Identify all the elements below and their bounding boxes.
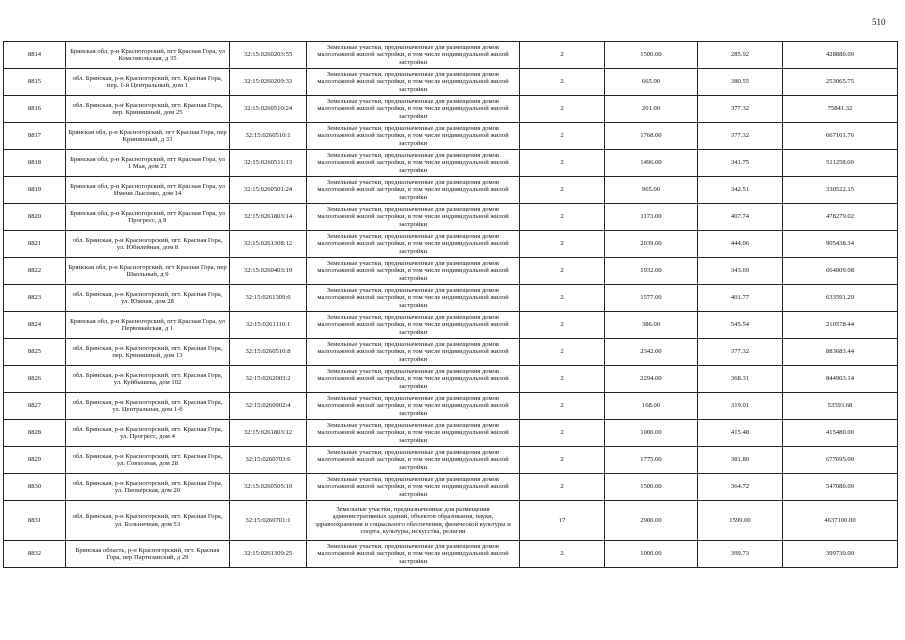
- row-number-cell: 8818: [4, 150, 66, 177]
- use-group-cell: 2: [520, 69, 605, 96]
- cadastral-value-cell: 905438.34: [783, 231, 898, 258]
- land-use-type-cell: Земельные участки, предназначенные для размещения домов малоэтажной жилой застройки, в том числе индивидуальной жилой застройки: [307, 177, 520, 204]
- area-cell: 1500.00: [605, 474, 698, 501]
- specific-value-cell: 285.92: [698, 42, 783, 69]
- address-cell: обл. Брянская, р-н Красногорский, пгт. Красная Гора, ул. Прогресс, дом 4: [66, 420, 230, 447]
- table-row: [4, 312, 898, 339]
- table-row: [4, 285, 898, 312]
- row-number-cell: 8817: [4, 123, 66, 150]
- specific-value-cell: 407.74: [698, 204, 783, 231]
- area-cell: 1577.00: [605, 285, 698, 312]
- page-number: 510: [872, 17, 886, 27]
- cadastral-number-cell: 32:15:0260511:13: [230, 150, 307, 177]
- use-group-cell: 2: [520, 541, 605, 568]
- row-number-cell: 8821: [4, 231, 66, 258]
- table-row: [4, 474, 898, 501]
- area-cell: 2900.00: [605, 501, 698, 541]
- use-group-cell: 2: [520, 42, 605, 69]
- row-number-cell: 8832: [4, 541, 66, 568]
- row-number-cell: 8823: [4, 285, 66, 312]
- specific-value-cell: 377.32: [698, 96, 783, 123]
- cadastral-number-cell: 32:15:0261309:6: [230, 285, 307, 312]
- specific-value-cell: 381.80: [698, 447, 783, 474]
- row-number-cell: 8831: [4, 501, 66, 541]
- area-cell: 1768.00: [605, 123, 698, 150]
- specific-value-cell: 364.72: [698, 474, 783, 501]
- table-row: [4, 69, 898, 96]
- cadastral-number-cell: 32:15:0260505:10: [230, 474, 307, 501]
- table-row: [4, 177, 898, 204]
- land-use-type-cell: Земельные участки, предназначенные для размещения домов малоэтажной жилой застройки, в том числе индивидуальной жилой застройки: [307, 447, 520, 474]
- address-cell: обл. Брянская, р-н Красногорский, пгт. Красная Гора, ул. Больничная, дом 53: [66, 501, 230, 541]
- specific-value-cell: 545.54: [698, 312, 783, 339]
- area-cell: 1932.00: [605, 258, 698, 285]
- area-cell: 1775.00: [605, 447, 698, 474]
- specific-value-cell: 368.31: [698, 366, 783, 393]
- cadastral-value-cell: 53593.68: [783, 393, 898, 420]
- cadastral-number-cell: 32:15:0262003:2: [230, 366, 307, 393]
- cadastral-number-cell: 32:15:0260501:24: [230, 177, 307, 204]
- address-cell: обл. Брянская, р-н Красногорский, пгт. Красная Гора, пер. 1-й Центральный, дом 1: [66, 69, 230, 96]
- row-number-cell: 8819: [4, 177, 66, 204]
- use-group-cell: 2: [520, 447, 605, 474]
- specific-value-cell: 341.75: [698, 150, 783, 177]
- cadastral-number-cell: 32:15:0260510:1: [230, 123, 307, 150]
- cadastral-number-cell: 32:15:0261110:1: [230, 312, 307, 339]
- land-use-type-cell: Земельные участки, предназначенные для размещения домов малоэтажной жилой застройки, в том числе индивидуальной жилой застройки: [307, 96, 520, 123]
- area-cell: 201.00: [605, 96, 698, 123]
- table-row: [4, 541, 898, 568]
- land-use-type-cell: Земельные участки, предназначенные для размещения домов малоэтажной жилой застройки, в том числе индивидуальной жилой застройки: [307, 393, 520, 420]
- table-row: [4, 150, 898, 177]
- specific-value-cell: 342.51: [698, 177, 783, 204]
- use-group-cell: 2: [520, 258, 605, 285]
- area-cell: 1500.00: [605, 42, 698, 69]
- area-cell: 965.00: [605, 177, 698, 204]
- cadastral-number-cell: 32:15:0260902:4: [230, 393, 307, 420]
- cadastral-number-cell: 32:15:0261308:12: [230, 231, 307, 258]
- cadastral-number-cell: 32:15:0261309:25: [230, 541, 307, 568]
- use-group-cell: 2: [520, 96, 605, 123]
- use-group-cell: 2: [520, 420, 605, 447]
- land-use-type-cell: Земельные участки, предназначенные для размещения домов малоэтажной жилой застройки, в том числе индивидуальной жилой застройки: [307, 312, 520, 339]
- table-row: [4, 123, 898, 150]
- cadastral-number-cell: 32:15:0260510:24: [230, 96, 307, 123]
- table-row: [4, 366, 898, 393]
- table-row: [4, 420, 898, 447]
- use-group-cell: 2: [520, 312, 605, 339]
- specific-value-cell: 444.06: [698, 231, 783, 258]
- land-use-type-cell: Земельные участки, предназначенные для размещения домов малоэтажной жилой застройки, в том числе индивидуальной жилой застройки: [307, 285, 520, 312]
- area-cell: 2294.00: [605, 366, 698, 393]
- address-cell: обл. Брянская, р-н Красногорский, пгт. Красная Гора, ул. Совхозная, дом 28: [66, 447, 230, 474]
- use-group-cell: 2: [520, 393, 605, 420]
- table-row: [4, 231, 898, 258]
- use-group-cell: 2: [520, 285, 605, 312]
- cadastral-value-cell: 677695.00: [783, 447, 898, 474]
- land-use-type-cell: Земельные участки, предназначенные для размещения домов малоэтажной жилой застройки, в том числе индивидуальной жилой застройки: [307, 258, 520, 285]
- cadastral-value-cell: 415480.00: [783, 420, 898, 447]
- cadastral-number-cell: 32:15:0260209:33: [230, 69, 307, 96]
- cadastral-value-cell: 253065.75: [783, 69, 898, 96]
- use-group-cell: 17: [520, 501, 605, 541]
- cadastral-value-cell: 547080.00: [783, 474, 898, 501]
- cadastral-number-cell: 32:15:0260701:1: [230, 501, 307, 541]
- cadastral-value-table: [3, 41, 898, 568]
- cadastral-number-cell: 32:15:0261803:12: [230, 420, 307, 447]
- area-cell: 2342.00: [605, 339, 698, 366]
- address-cell: обл. Брянская, р-н Красногорский, пгт. Красная Гора, пер. Кринишный, дом 13: [66, 339, 230, 366]
- row-number-cell: 8826: [4, 366, 66, 393]
- specific-value-cell: 319.01: [698, 393, 783, 420]
- row-number-cell: 8825: [4, 339, 66, 366]
- land-use-type-cell: Земельные участки, предназначенные для размещения домов малоэтажной жилой застройки, в том числе индивидуальной жилой застройки: [307, 339, 520, 366]
- address-cell: Брянская обл, р-н Красногорский, пгт Красная Гора, ул Первомайская, д 1: [66, 312, 230, 339]
- cadastral-value-cell: 428880.00: [783, 42, 898, 69]
- row-number-cell: 8814: [4, 42, 66, 69]
- land-use-type-cell: Земельные участки, предназначенные для размещения домов малоэтажной жилой застройки, в том числе индивидуальной жилой застройки: [307, 231, 520, 258]
- land-use-type-cell: Земельные участки, предназначенные для размещения домов малоэтажной жилой застройки, в том числе индивидуальной жилой застройки: [307, 42, 520, 69]
- table-row: [4, 96, 898, 123]
- cadastral-value-cell: 399730.00: [783, 541, 898, 568]
- area-cell: 665.00: [605, 69, 698, 96]
- cadastral-number-cell: 32:15:0260510:8: [230, 339, 307, 366]
- cadastral-value-cell: 667101.76: [783, 123, 898, 150]
- area-cell: 1173.00: [605, 204, 698, 231]
- specific-value-cell: 399.73: [698, 541, 783, 568]
- specific-value-cell: 343.69: [698, 258, 783, 285]
- table-row: [4, 501, 898, 541]
- table-row: [4, 258, 898, 285]
- land-use-type-cell: Земельные участки, предназначенные для размещения домов малоэтажной жилой застройки, в том числе индивидуальной жилой застройки: [307, 541, 520, 568]
- use-group-cell: 2: [520, 150, 605, 177]
- area-cell: 1000.00: [605, 420, 698, 447]
- cadastral-number-cell: 32:15:0260403:19: [230, 258, 307, 285]
- address-cell: обл. Брянская, р-н Красногорский, пгт. Красная Гора, ул. Южная, дом 28: [66, 285, 230, 312]
- area-cell: 1496.00: [605, 150, 698, 177]
- specific-value-cell: 380.55: [698, 69, 783, 96]
- cadastral-value-cell: 478279.02: [783, 204, 898, 231]
- table-row: [4, 204, 898, 231]
- address-cell: Брянская обл, р-н Красногорский, пгт Красная Гора, ул Прогресс, д 8: [66, 204, 230, 231]
- address-cell: Брянская область, р-н Красногорский, пгт. Красная Гора, пер Партизанский, д 29: [66, 541, 230, 568]
- use-group-cell: 2: [520, 474, 605, 501]
- specific-value-cell: 415.48: [698, 420, 783, 447]
- address-cell: обл. Брянская, р-н Красногорский, пгт. Красная Гора, ул. Юбилейная, дом 8: [66, 231, 230, 258]
- use-group-cell: 2: [520, 123, 605, 150]
- specific-value-cell: 377.32: [698, 339, 783, 366]
- address-cell: Брянская обл, р-н Красногорский, пгт Красная Гора, ул 1 Мая, дом 21: [66, 150, 230, 177]
- row-number-cell: 8816: [4, 96, 66, 123]
- cadastral-value-cell: 633591.29: [783, 285, 898, 312]
- row-number-cell: 8829: [4, 447, 66, 474]
- address-cell: Брянская обл, р-н Красногорский, пгт Красная Гора, пер Кринишный, д 33: [66, 123, 230, 150]
- row-number-cell: 8820: [4, 204, 66, 231]
- land-use-type-cell: Земельные участки, предназначенные для размещения домов малоэтажной жилой застройки, в том числе индивидуальной жилой застройки: [307, 474, 520, 501]
- use-group-cell: 2: [520, 366, 605, 393]
- cadastral-value-cell: 330522.15: [783, 177, 898, 204]
- area-cell: 2039.00: [605, 231, 698, 258]
- land-use-type-cell: Земельные участки, предназначенные для размещения домов малоэтажной жилой застройки, в том числе индивидуальной жилой застройки: [307, 366, 520, 393]
- cadastral-number-cell: 32:15:0261803:14: [230, 204, 307, 231]
- table-row: [4, 42, 898, 69]
- address-cell: Брянская обл, р-н Красногорский, пгт Красная Гора, пер Школьный, д 9: [66, 258, 230, 285]
- land-use-type-cell: Земельные участки, предназначенные для размещения домов малоэтажной жилой застройки, в том числе индивидуальной жилой застройки: [307, 69, 520, 96]
- row-number-cell: 8827: [4, 393, 66, 420]
- row-number-cell: 8830: [4, 474, 66, 501]
- cadastral-value-cell: 511258.00: [783, 150, 898, 177]
- area-cell: 1000.00: [605, 541, 698, 568]
- specific-value-cell: 1599.00: [698, 501, 783, 541]
- area-cell: 168.00: [605, 393, 698, 420]
- row-number-cell: 8828: [4, 420, 66, 447]
- specific-value-cell: 401.77: [698, 285, 783, 312]
- address-cell: Брянская обл, р-н Красногорский, пгт Красная Гора, ул Имени Лысенко, дом 14: [66, 177, 230, 204]
- address-cell: обл. Брянская, р-н Красногорский, пгт. Красная Гора, ул. Пионерская, дом 20: [66, 474, 230, 501]
- area-cell: 386.00: [605, 312, 698, 339]
- address-cell: обл. Брянская, р-н Красногорский, пгт. Красная Гора, пер. Кринишный, дом 25: [66, 96, 230, 123]
- land-use-type-cell: Земельные участки, предназначенные для размещения домов малоэтажной жилой застройки, в том числе индивидуальной жилой застройки: [307, 150, 520, 177]
- use-group-cell: 2: [520, 177, 605, 204]
- use-group-cell: 2: [520, 339, 605, 366]
- cadastral-value-cell: 210578.44: [783, 312, 898, 339]
- land-use-type-cell: Земельные участки, предназначенные для размещения домов малоэтажной жилой застройки, в том числе индивидуальной жилой застройки: [307, 123, 520, 150]
- use-group-cell: 2: [520, 231, 605, 258]
- table-row: [4, 393, 898, 420]
- table-row: [4, 339, 898, 366]
- cadastral-value-cell: 4637100.00: [783, 501, 898, 541]
- cadastral-number-cell: 32:15:0260703:6: [230, 447, 307, 474]
- table-row: [4, 447, 898, 474]
- address-cell: обл. Брянская, р-н Красногорский, пгт. Красная Гора, ул. Куйбышева, дом 102: [66, 366, 230, 393]
- cadastral-value-cell: 883683.44: [783, 339, 898, 366]
- land-use-type-cell: Земельные участки, предназначенные для размещения административных зданий, объектов образования, науки, здравоохранения и социального обеспечения, физической культуры и спорта, культуры, искусства, религии: [307, 501, 520, 541]
- row-number-cell: 8824: [4, 312, 66, 339]
- use-group-cell: 2: [520, 204, 605, 231]
- specific-value-cell: 377.32: [698, 123, 783, 150]
- cadastral-number-cell: 32:15:0260203:55: [230, 42, 307, 69]
- land-use-type-cell: Земельные участки, предназначенные для размещения домов малоэтажной жилой застройки, в том числе индивидуальной жилой застройки: [307, 420, 520, 447]
- cadastral-value-cell: 664009.08: [783, 258, 898, 285]
- land-use-type-cell: Земельные участки, предназначенные для размещения домов малоэтажной жилой застройки, в том числе индивидуальной жилой застройки: [307, 204, 520, 231]
- cadastral-value-cell: 844903.14: [783, 366, 898, 393]
- address-cell: Брянская обл, р-н Красногорский, пгт Красная Гора, ул Комсомольская, д 35: [66, 42, 230, 69]
- row-number-cell: 8815: [4, 69, 66, 96]
- row-number-cell: 8822: [4, 258, 66, 285]
- address-cell: обл. Брянская, р-н Красногорский, пгт. Красная Гора, ул. Центральная, дом 1-б: [66, 393, 230, 420]
- cadastral-value-cell: 75841.32: [783, 96, 898, 123]
